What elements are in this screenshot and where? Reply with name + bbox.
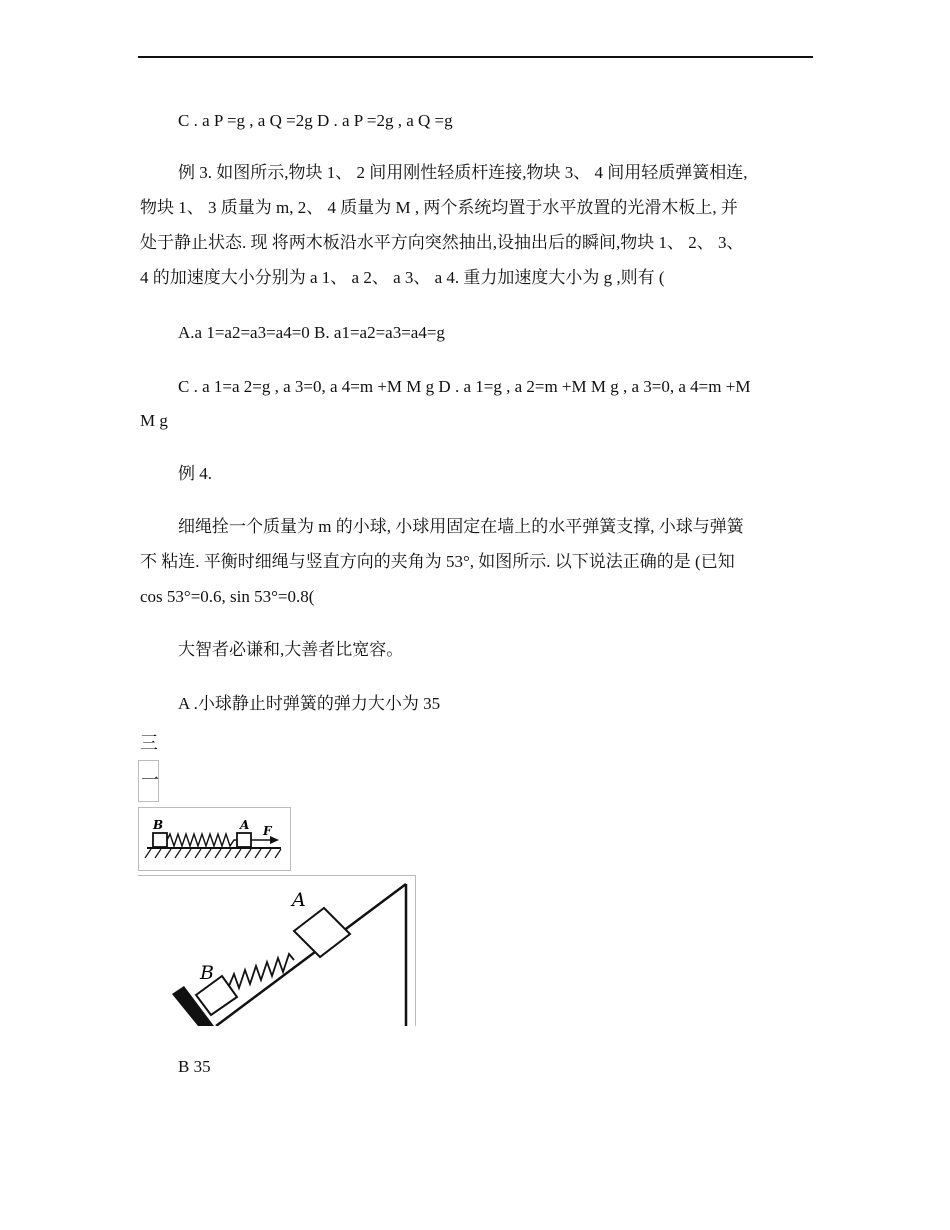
fragment-glyph-top: 三 [140,733,158,753]
motto-line: 大智者必谦和,大善者比宽容。 [178,640,404,659]
example4-option-b: B 35 [178,1057,211,1076]
example3-options-ab: A.a 1=a2=a3=a4=0 B. a1=a2=a3=a4=g [178,323,445,342]
example3-line4: 4 的加速度大小分别为 a 1、 a 2、 a 3、 a 4. 重力加速度大小为 g ,则有 ( [140,268,665,287]
example4-line1: 细绳拴一个质量为 m 的小球, 小球用固定在墙上的水平弹簧支撑, 小球与弹簧 [178,517,744,536]
incline-diagram [138,876,415,1026]
example4-option-a: A .小球静止时弹簧的弹力大小为 35 [178,694,441,713]
fragment-box [138,760,159,802]
incline-surface [216,884,406,1026]
example3-line3: 处于静止状态. 现 将两木板沿水平方向突然抽出,设抽出后的瞬间,物块 1、 2、 3、 [140,233,744,252]
spring-horizontal-diagram [139,808,290,870]
label-a: A [240,818,250,832]
label-b: B [153,818,164,832]
option-line-c-d: C . a P =g , a Q =2g D . a P =2g , a Q =g [178,111,453,130]
example3-line2: 物块 1、 3 质量为 m, 2、 4 质量为 M , 两个系统均置于水平放置的光滑木板上, 并 [140,198,738,217]
example3-options-cd: C . a 1=a 2=g , a 3=0, a 4=m +M M g D . a 1=g , a 2=m +M M g , a 3=0, a 4=m +M [178,377,751,396]
incline-spring [229,954,294,988]
incline-figure [138,875,416,1026]
spring-horizontal-figure [138,807,291,871]
fragment-glyph-mid: 一 [141,770,159,790]
block-a [237,833,251,847]
spring [167,834,237,846]
header-rule [138,56,813,58]
label-f: F [263,824,272,838]
label-a-incline: A [292,889,306,911]
example3-options-cd-cont: M g [140,411,168,430]
example4-heading: 例 4. [178,464,212,483]
label-b-incline: B [200,962,214,984]
example4-line2: 不 粘连. 平衡时细绳与竖直方向的夹角为 53°, 如图所示. 以下说法正确的是 (已知 [140,552,735,571]
block-a-incline [294,908,350,957]
example3-line1: 例 3. 如图所示,物块 1、 2 间用刚性轻质杆连接,物块 3、 4 间用轻质弹簧相连, [178,163,748,182]
block-b [153,833,167,847]
example4-line3: cos 53°=0.6, sin 53°=0.8( [140,587,315,606]
